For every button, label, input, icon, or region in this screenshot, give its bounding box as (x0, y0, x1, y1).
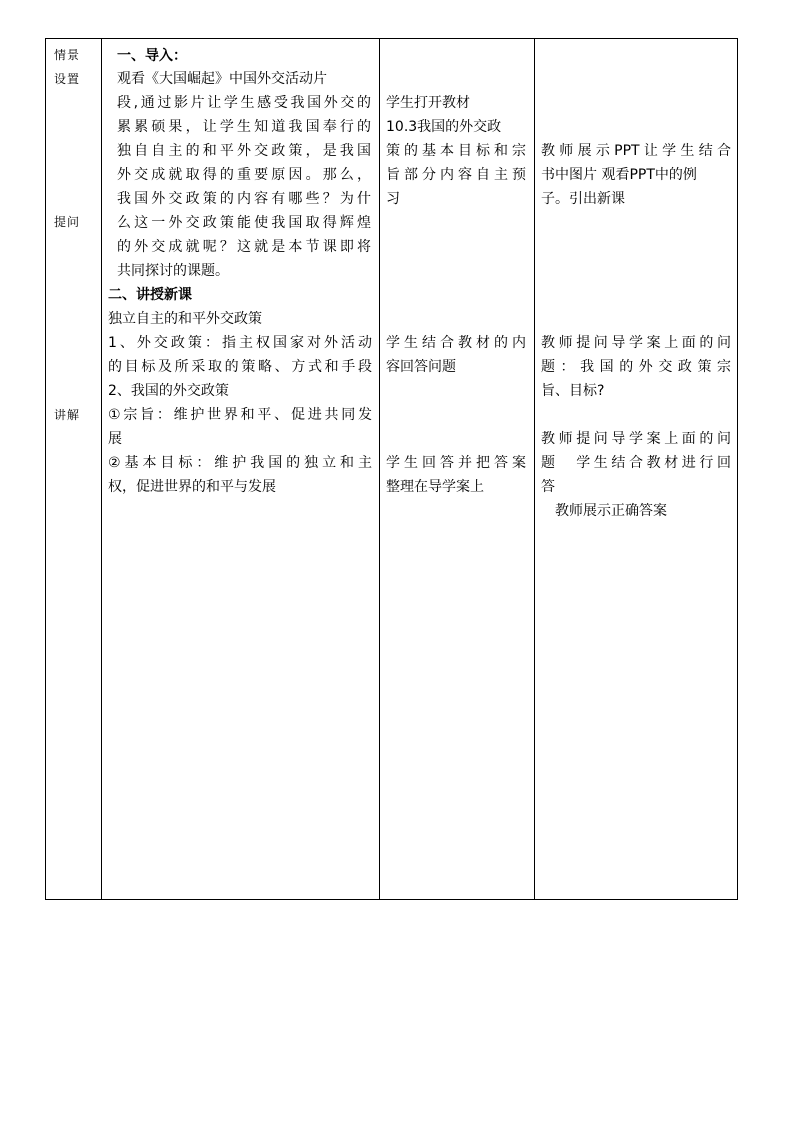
intro-line: 共同探讨的课题。 (117, 263, 229, 279)
teacher-activity-line: 题：我国的外交政策宗 (541, 359, 731, 375)
teacher-activity-line: 教师展示正确答案 (541, 503, 667, 519)
new-lesson-line: 独立自主的和平外交政策 (108, 311, 262, 327)
intro-line: 我国外交政策的内容有哪些？为什 (117, 191, 371, 207)
new-lesson-line: 权，促进世界的和平与发展 (108, 479, 276, 495)
column-divider (534, 39, 535, 899)
intro-line: 么这一外交政策能使我国取得辉煌 (117, 215, 371, 231)
teacher-activity-line: 答 (541, 479, 555, 495)
teacher-activity-line: 题 学生结合教材进行回 (541, 455, 731, 471)
heading-new-lesson: 二、讲授新课 (108, 287, 192, 303)
teacher-activity-line: 旨、目标? (541, 383, 605, 399)
teacher-activity-line: 子。引出新课 (541, 191, 625, 207)
student-activity-line: 学生回答并把答案 (386, 455, 526, 471)
column-divider (101, 39, 102, 899)
teacher-activity-line: 教师提问导学案上面的问 (541, 431, 731, 447)
new-lesson-line: ①宗旨：维护世界和平、促进共同发 (108, 407, 372, 423)
stage-label-explain: 讲解 (54, 408, 81, 422)
new-lesson-line: ②基本目标：维护我国的独立和主 (108, 455, 372, 471)
stage-label-question: 提问 (54, 215, 81, 229)
student-activity-line: 旨部分内容自主预 (386, 167, 526, 183)
student-activity-line: 习 (386, 191, 400, 207)
student-activity-line: 整理在导学案上 (386, 479, 484, 495)
teacher-activity-line: 教师提问导学案上面的问 (541, 335, 731, 351)
intro-line: 观看《大国崛起》中国外交活动片 (117, 71, 327, 87)
student-activity-line: 10.3我国的外交政 (386, 119, 502, 135)
lesson-plan-table (45, 38, 738, 900)
student-activity-line: 学生打开教材 (386, 95, 470, 111)
intro-line: 外交成就取得的重要原因。那么， (117, 167, 371, 183)
intro-line: 独自自主的和平外交政策，是我国 (117, 143, 371, 159)
stage-label-scene-1: 情景 (54, 48, 81, 62)
student-activity-line: 策的基本目标和宗 (386, 143, 526, 159)
heading-intro: 一、导入： (117, 48, 187, 64)
student-activity-line: 容回答问题 (386, 359, 456, 375)
column-divider (379, 39, 380, 899)
intro-line: 累累硕果，让学生知道我国奉行的 (117, 119, 371, 135)
new-lesson-line: 的目标及所采取的策略、方式和手段 (108, 359, 372, 375)
teacher-activity-line: 书中图片 观看PPT中的例 (541, 167, 697, 183)
new-lesson-line: 1、外交政策：指主权国家对外活动 (108, 335, 372, 351)
intro-line: 段,通过影片让学生感受我国外交的 (117, 95, 371, 111)
teacher-activity-line: 教师展示PPT让学生结合 (541, 143, 731, 159)
intro-line: 的外交成就呢？这就是本节课即将 (117, 239, 371, 255)
new-lesson-line: 2、我国的外交政策 (108, 383, 229, 399)
student-activity-line: 学生结合教材的内 (386, 335, 526, 351)
new-lesson-line: 展 (108, 431, 122, 447)
stage-label-scene-2: 设置 (54, 72, 81, 86)
